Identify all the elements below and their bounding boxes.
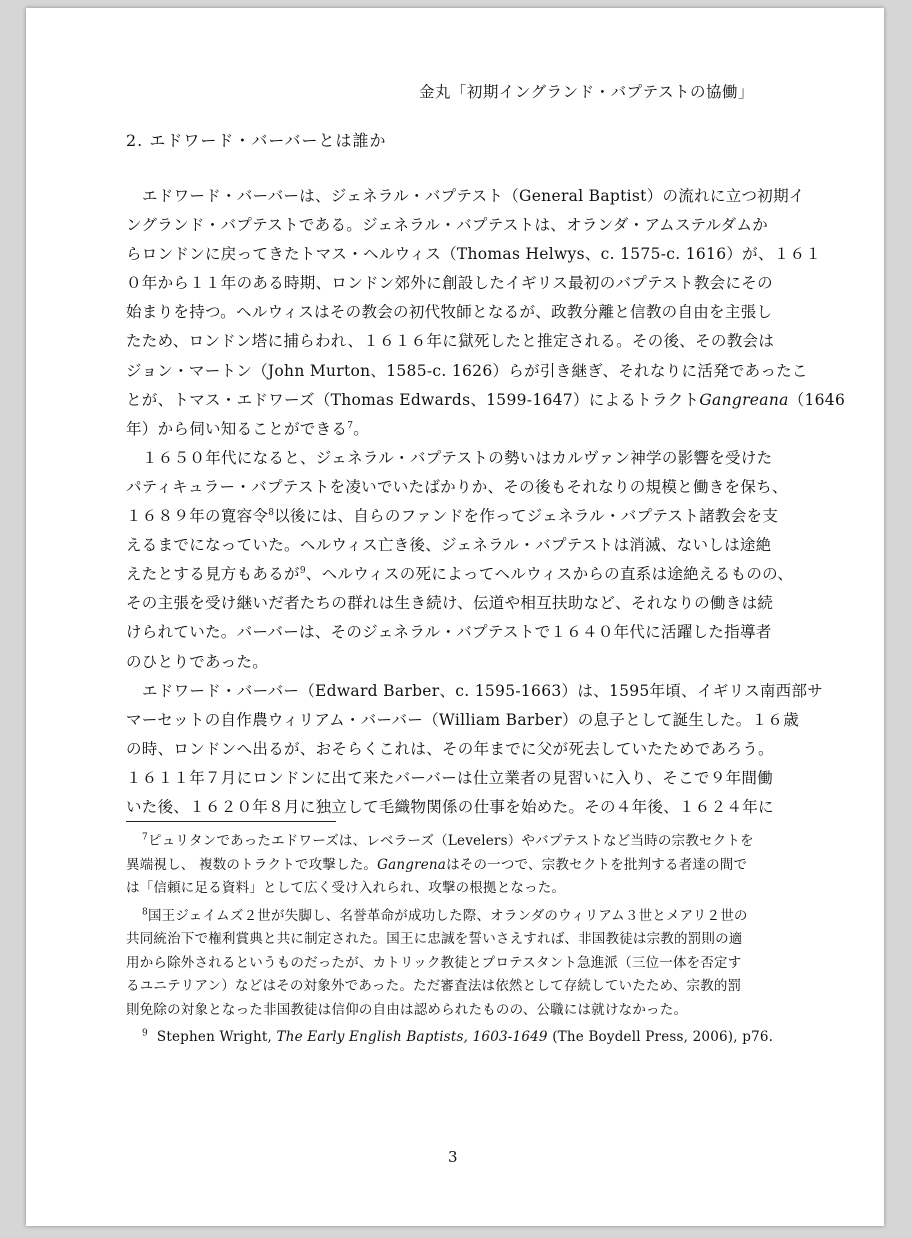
body-line-text: １６８９年の寛容令: [126, 507, 269, 526]
body-line: １６１１年７月にロンドンに出て来たバーバーは仕立業者の見習いに入り、そこで９年間働: [126, 768, 774, 787]
gangreana-title: Gangreana: [699, 390, 789, 409]
body-line: パティキュラー・バプテストを凌いでいたばかりか、その後もそれなりの規模と働きを保ち、: [126, 477, 788, 496]
footnote-line: は「信頼に足る資料」として広く受け入れられ、攻撃の根拠となった。: [126, 880, 566, 896]
footnote-ref-8[interactable]: 8: [268, 507, 275, 518]
body-line: マーセットの自作農ウィリアム・バーバー（William Barber）の息子として誕生した。１６歳: [126, 710, 800, 729]
body-line: エドワード・バーバー（Edward Barber、c. 1595-1663）は、1595年頃、イギリス南西部サ: [142, 681, 824, 700]
footnote-text: 国王ジェイムズ２世が失脚し、名誉革命が成功した際、オランダのウィリアム３世とメアリ２世の: [147, 907, 748, 924]
footnote-publisher: (The Boydell Press, 2006), p76.: [547, 1029, 774, 1045]
body-line: たため、ロンドン塔に捕らわれ、１６１６年に獄死したと推定される。その後、その教会は: [126, 332, 775, 351]
book-title: The Early English Baptists, 1603-1649: [276, 1029, 548, 1045]
body-line: けられていた。バーバーは、そのジェネラル・バプテストで１６４０年代に活躍した指導者: [126, 623, 772, 642]
footnote-line: [126, 905, 798, 929]
body-line: エドワード・バーバーは、ジェネラル・バプテスト（General Baptist）の流れに立つ初期イ: [142, 187, 805, 205]
footnote-text: はその一つで、宗教セクトを批判する者達の間で: [446, 856, 748, 873]
body-line-text: えたとする見方もあるが: [126, 565, 300, 584]
footnote-line: 則免除の対象となった非国教徒は信仰の自由は認められたものの、公職には就けなかった。: [126, 1001, 688, 1018]
body-line: のひとりであった。: [126, 652, 269, 671]
footnote-marker-8: 8: [142, 907, 148, 917]
body-line-text: とが、トマス・エドワーズ（Thomas Edwards、1599-1647）によるトラクト: [126, 390, 700, 409]
body-line: ０年から１１年のある時期、ロンドン郊外に創設したイギリス最初のバプテスト教会にその: [126, 274, 773, 293]
body-line: の時、ロンドンへ出るが、おそらくこれは、その年までに父が死去していたためであろう。: [126, 739, 774, 758]
body-text: [126, 182, 846, 822]
period: 。: [353, 419, 370, 438]
running-header: 金丸「初期イングランド・バプテストの協働」: [418, 83, 754, 101]
body-line-text: 以後には、自らのファンドを作ってジェネラル・バプテスト諸教会を支: [274, 507, 779, 526]
body-line: らロンドンに戻ってきたトマス・ヘルウィス（Thomas Helwys、c. 1575-c. 1616）が、１６１: [126, 245, 822, 264]
footnote-line: 共同統治下で権利賞典と共に制定された。国王に忠誠を誓いさえすれば、非国教徒は宗教的罰則の適: [126, 931, 743, 947]
footnote-line: [126, 830, 798, 854]
body-line: [126, 502, 798, 531]
footnote-line: [126, 854, 798, 878]
footnote-author: Stephen Wright,: [156, 1029, 277, 1045]
footnote-marker-7: 7: [142, 832, 148, 843]
body-line: えるまでになっていた。ヘルウィス亡き後、ジェネラル・バプテストは消滅、ないしは途絶: [126, 536, 772, 555]
footnote-line: 用から除外されるというものだったが、カトリック教徒とプロテスタント急進派（三位一体を否定す: [126, 954, 742, 971]
body-line: [126, 560, 798, 589]
footnote-separator: [126, 821, 336, 822]
footnote-text: ピュリタンであったエドワーズは、レベラーズ（Levelers）やバプテストなど当時の宗教セクトを: [147, 833, 754, 849]
footnote-marker-9: 9: [142, 1028, 148, 1039]
page-number: 3: [448, 1148, 458, 1166]
body-line: 始まりを持つ。ヘルウィスはその教会の初代牧師となるが、政教分離と信教の自由を主張し: [126, 303, 773, 322]
body-line: ングランド・バプテストである。ジェネラル・バプテストは、オランダ・アムステルダムか: [126, 216, 769, 235]
body-line: いた後、１６２０年８月に独立して毛織物関係の仕事を始めた。その４年後、１６２４年に: [126, 797, 774, 816]
footnote-line: るユニテリアン）などはその対象外であった。ただ審査法は依然として存続していたため、宗教的罰: [126, 978, 742, 994]
footnote-ref-7[interactable]: 7: [347, 420, 354, 431]
body-line: [126, 415, 798, 444]
body-line-text: 年）から伺い知ることができる: [126, 419, 348, 438]
footnote-8: [126, 905, 798, 1023]
gangrena-title: Gangrena: [377, 856, 447, 873]
footnotes: [126, 830, 798, 1054]
body-line: １６５０年代になると、ジェネラル・バプテストの勢いはカルヴァン神学の影響を受けた: [142, 448, 773, 467]
footnote-line: [126, 1026, 798, 1050]
footnote-7: [126, 830, 798, 901]
footnote-ref-9[interactable]: 9: [299, 566, 306, 577]
section-title: 2. エドワード・バーバーとは誰か: [126, 131, 387, 150]
document-page: [26, 8, 884, 1226]
footnote-text: 異端視し、 複数のトラクトで攻撃した。: [126, 856, 378, 873]
footnote-9: [126, 1026, 798, 1050]
body-line: [126, 386, 846, 415]
body-line: ジョン・マートン（John Murton、1585-c. 1626）らが引き継ぎ、それなりに活発であったこ: [126, 361, 808, 380]
body-line-text: 、ヘルウィスの死によってヘルウィスからの直系は途絶えるものの、: [305, 565, 794, 584]
year-paren: （1646: [788, 390, 846, 409]
body-line: その主張を受け継いだ者たちの群れは生き続け、伝道や相互扶助など、それなりの働きは続: [126, 594, 774, 613]
